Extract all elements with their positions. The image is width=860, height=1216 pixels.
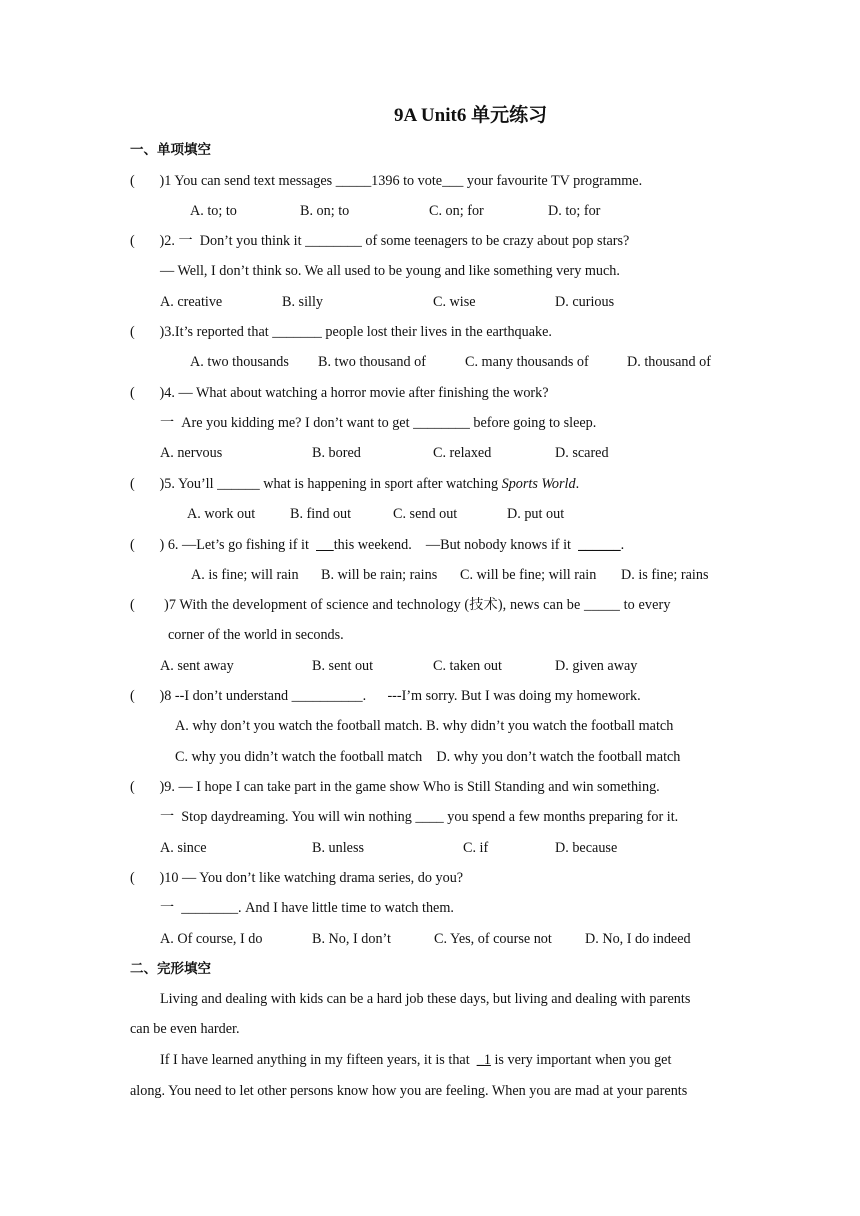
q5-program-title: Sports World	[501, 476, 576, 492]
question-8-stem: ( )8 --I don’t understand __________. ---I’m sorry. But I was doing my homework.	[130, 688, 641, 704]
q7-option-a: A. sent away	[160, 658, 234, 674]
q10-option-b: B. No, I don’t	[312, 931, 391, 947]
page-title: 9A Unit6 单元练习	[394, 105, 548, 126]
q6-option-b: B. will be rain; rains	[321, 567, 438, 583]
question-1-stem: ( )1 You can send text messages _____1396 to vote___ your favourite TV programme.	[130, 173, 643, 189]
q2-option-b: B. silly	[282, 294, 323, 310]
q4-option-c: C. relaxed	[433, 445, 492, 461]
question-7-continued: corner of the world in seconds.	[168, 627, 344, 643]
question-4-response: 一 Are you kidding me? I don’t want to get ________ before going to sleep.	[160, 415, 597, 431]
question-5-stem	[130, 475, 579, 493]
question-2-stem: ( )2. 一 Don’t you think it ________ of some teenagers to be crazy about pop stars?	[130, 233, 630, 249]
cloze-paragraph-1-line-2: can be even harder.	[130, 1021, 240, 1037]
cloze-paragraph-2-line-2: along. You need to let other persons know how you are feeling. When you are mad at your parents	[130, 1083, 688, 1099]
cloze-paragraph-2-line-1	[160, 1051, 671, 1069]
q9-option-d: D. because	[555, 840, 618, 856]
q2-option-a: A. creative	[160, 294, 223, 310]
question-6-stem	[130, 536, 624, 554]
q9-option-a: A. since	[160, 840, 207, 856]
question-3-stem: ( )3.It’s reported that _______ people lost their lives in the earthquake.	[130, 324, 552, 340]
q8-options-a-b: A. why don’t you watch the football match. B. why didn’t you watch the football match	[175, 718, 674, 734]
question-2-response: — Well, I don’t think so. We all used to be young and like something very much.	[160, 263, 620, 279]
q6-blank-2: ______	[578, 537, 621, 553]
q3-option-c: C. many thousands of	[465, 354, 589, 370]
cloze-text: If I have learned anything in my fifteen years, it is that	[160, 1052, 477, 1068]
q5-stem-end: .	[575, 476, 580, 492]
q1-option-c: C. on; for	[429, 203, 484, 219]
q6-stem-text: ( ) 6. —Let’s go fishing if it	[130, 537, 316, 553]
q7-option-d: D. given away	[555, 658, 638, 674]
q6-stem-middle: this weekend. —But nobody knows if it	[333, 537, 579, 553]
q1-option-b: B. on; to	[300, 203, 350, 219]
q2-option-d: D. curious	[555, 294, 615, 310]
q3-option-b: B. two thousand of	[318, 354, 426, 370]
q9-option-b: B. unless	[312, 840, 365, 856]
question-10-response: 一 ________. And I have little time to watch them.	[160, 900, 454, 916]
q1-option-d: D. to; for	[548, 203, 601, 219]
q10-option-a: A. Of course, I do	[160, 931, 263, 947]
q2-option-c: C. wise	[433, 294, 476, 310]
question-9-stem: ( )9. — I hope I can take part in the game show Who is Still Standing and win something.	[130, 779, 660, 795]
section-heading-cloze: 二、完形填空	[130, 961, 211, 977]
q3-option-d: D. thousand of	[627, 354, 711, 370]
section-heading-single-choice: 一、单项填空	[130, 142, 211, 158]
question-7-stem: ( )7 With the development of science and technology (技术), news can be _____ to every	[130, 597, 671, 613]
q6-stem-end: .	[620, 537, 625, 553]
q4-option-b: B. bored	[312, 445, 361, 461]
q4-option-d: D. scared	[555, 445, 609, 461]
q7-option-c: C. taken out	[433, 658, 502, 674]
cloze-text-continued: is very important when you get	[490, 1052, 672, 1068]
q10-option-c: C. Yes, of course not	[434, 931, 552, 947]
q4-option-a: A. nervous	[160, 445, 223, 461]
q6-blank-1	[316, 537, 334, 553]
q10-option-d: D. No, I do indeed	[585, 931, 691, 947]
q8-options-c-d: C. why you didn’t watch the football match D. why you don’t watch the football match	[175, 749, 681, 765]
q5-stem-text: ( )5. You’ll ______ what is happening in sport after watching	[130, 476, 502, 492]
question-4-stem: ( )4. — What about watching a horror movie after finishing the work?	[130, 385, 549, 401]
cloze-blank-1: _1	[476, 1052, 491, 1068]
q5-option-b: B. find out	[290, 506, 352, 522]
q6-option-c: C. will be fine; will rain	[460, 567, 597, 583]
q6-option-d: D. is fine; rains	[621, 567, 709, 583]
q3-option-a: A. two thousands	[190, 354, 289, 370]
q1-option-a: A. to; to	[190, 203, 237, 219]
question-9-response: 一 Stop daydreaming. You will win nothing ____ you spend a few months preparing for it.	[160, 809, 679, 825]
q9-option-c: C. if	[463, 840, 489, 856]
cloze-paragraph-1-line-1: Living and dealing with kids can be a hard job these days, but living and dealing with parents	[160, 991, 691, 1007]
q5-option-d: D. put out	[507, 506, 565, 522]
q6-option-a: A. is fine; will rain	[191, 567, 299, 583]
q7-option-b: B. sent out	[312, 658, 374, 674]
question-10-stem: ( )10 — You don’t like watching drama series, do you?	[130, 870, 464, 886]
q5-option-a: A. work out	[187, 506, 256, 522]
q5-option-c: C. send out	[393, 506, 458, 522]
